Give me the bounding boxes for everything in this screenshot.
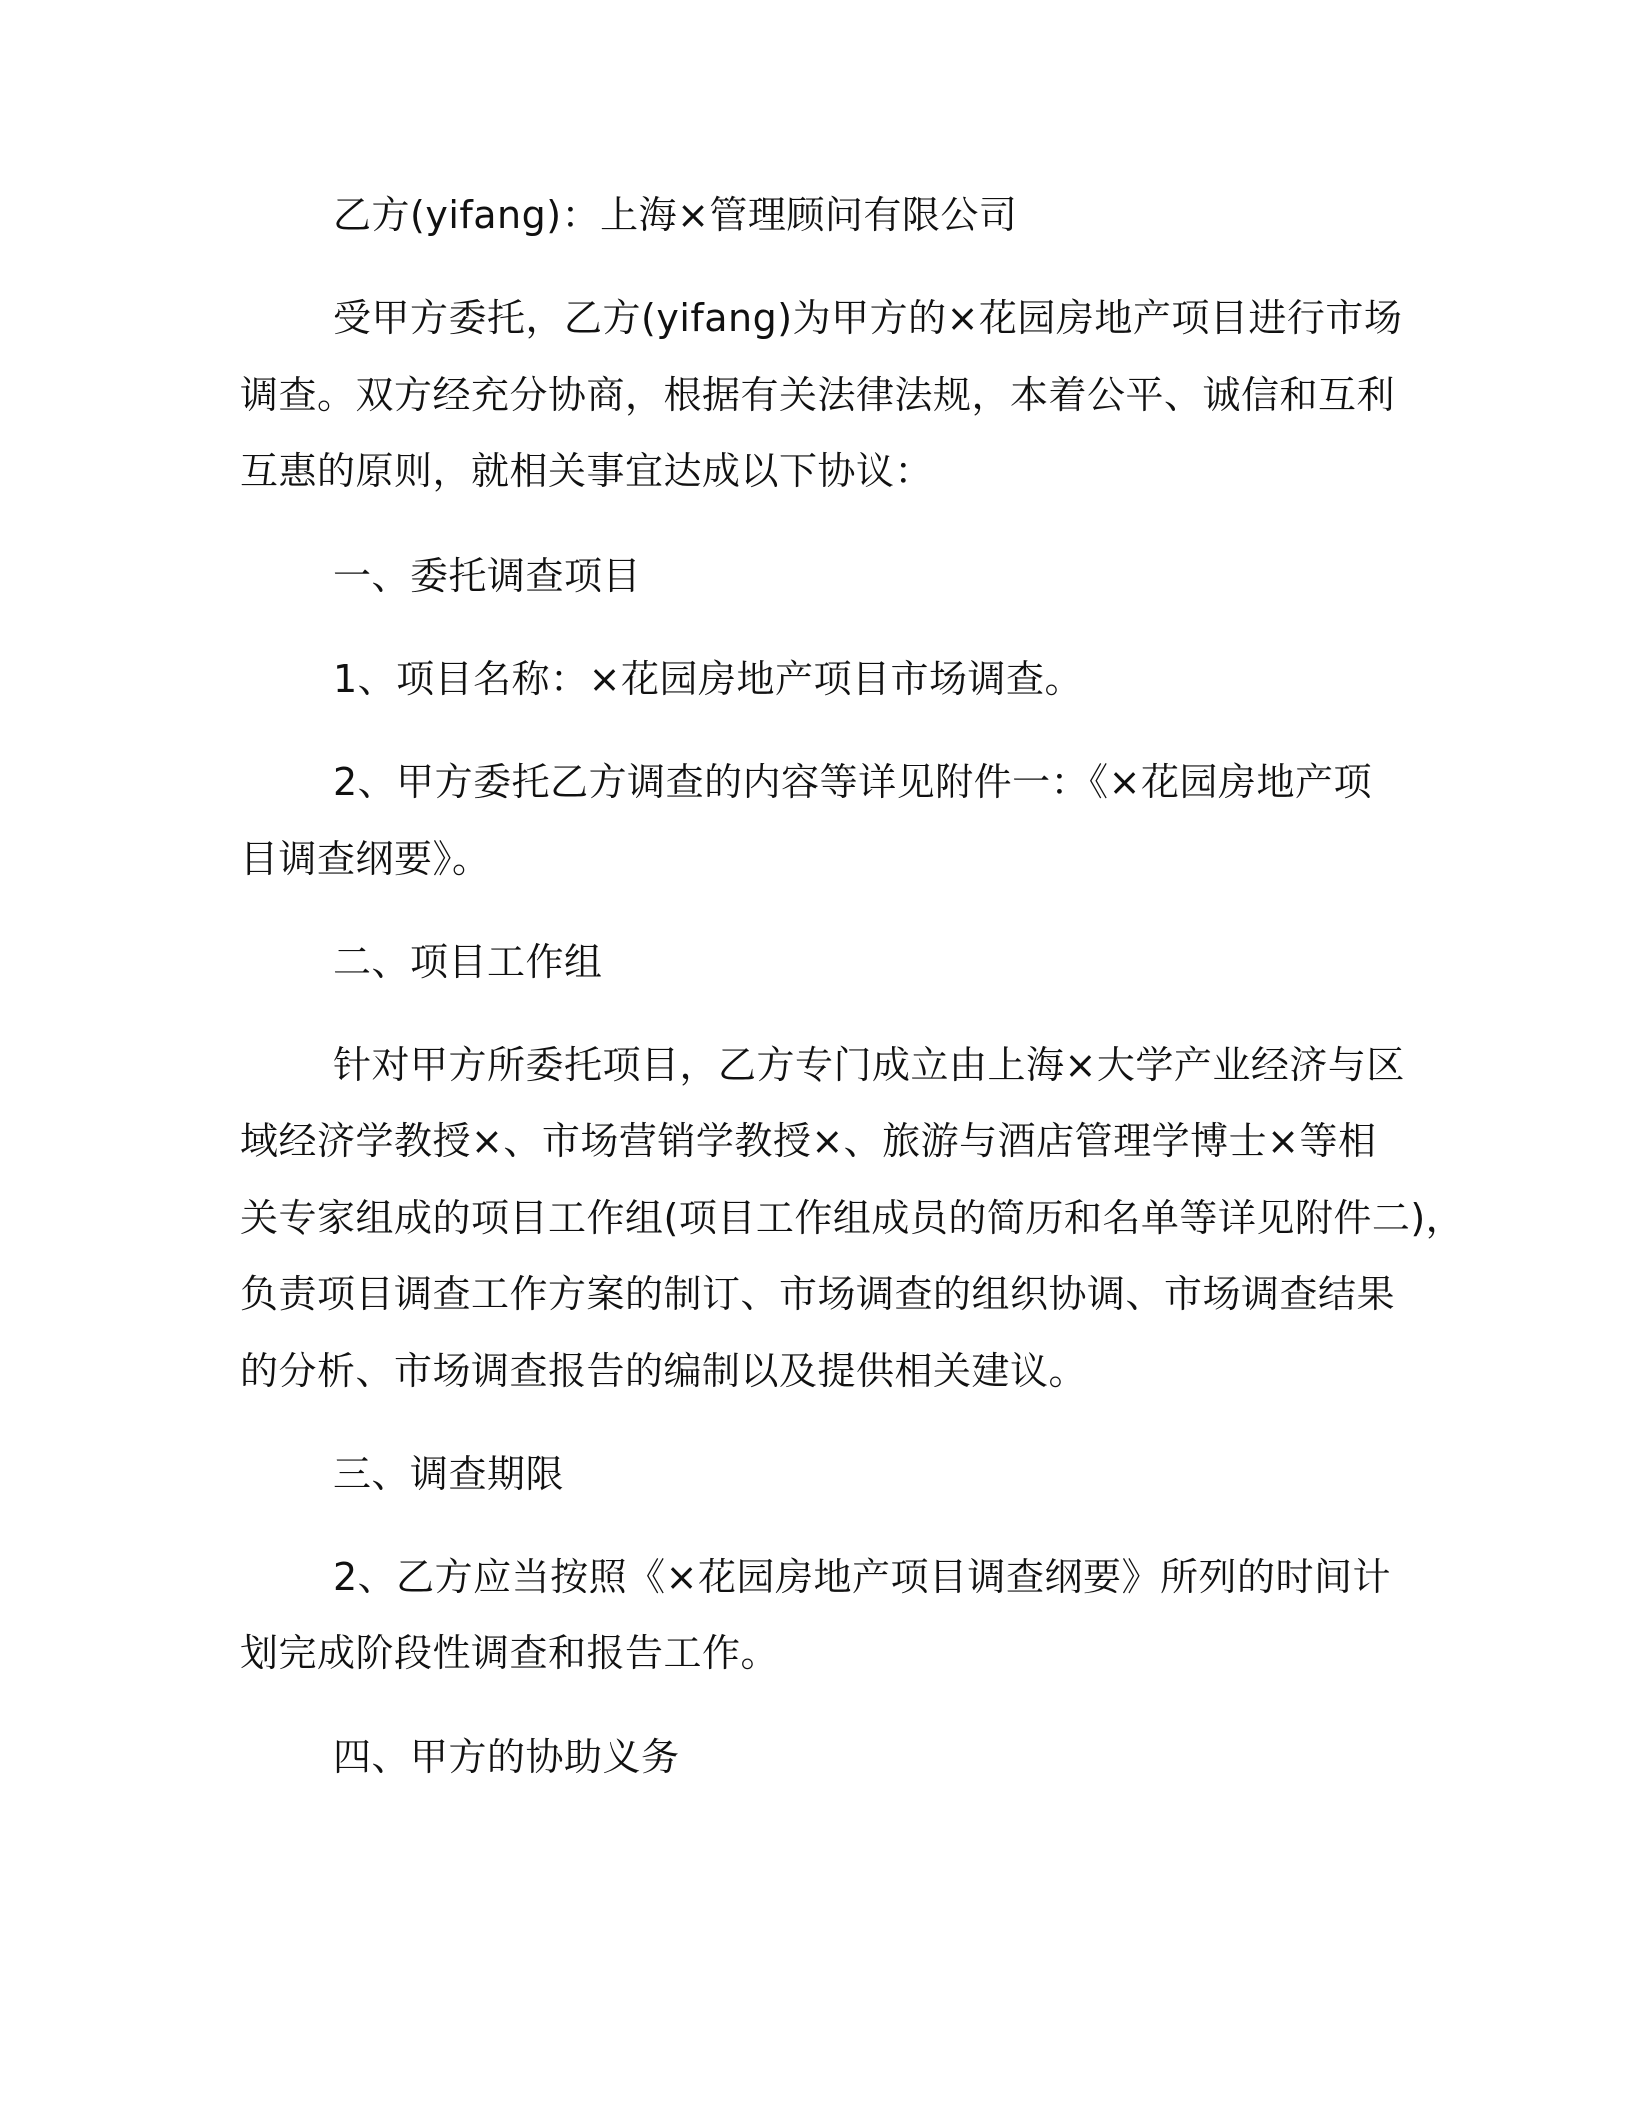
paragraph-line: 目调查纲要》。 [240,837,491,881]
paragraph-line: 域经济学教授×、市场营销学教授×、旅游与酒店管理学博士×等相 [240,1119,1377,1163]
paragraph-line: 互惠的原则，就相关事宜达成以下协议： [240,449,934,493]
section-heading-2: 二、项目工作组 [333,940,603,984]
paragraph-line: 2、甲方委托乙方调查的内容等详见附件一：《×花园房地产项 [333,760,1373,804]
paragraph-line: 调查。双方经充分协商，根据有关法律法规，本着公平、诚信和互利 [240,373,1396,417]
paragraph-line: 负责项目调查工作方案的制订、市场调查的组织协调、市场调查结果 [240,1272,1396,1316]
party-b-line: 乙方(yifang)：上海×管理顾问有限公司 [333,193,1018,237]
paragraph-line: 划完成阶段性调查和报告工作。 [240,1631,780,1675]
section-heading-3: 三、调查期限 [333,1452,565,1496]
paragraph-line: 的分析、市场调查报告的编制以及提供相关建议。 [240,1349,1088,1393]
paragraph-line: 受甲方委托，乙方(yifang)为甲方的×花园房地产项目进行市场 [333,296,1403,340]
section-heading-4: 四、甲方的协助义务 [333,1735,680,1779]
list-item: 1、项目名称：×花园房地产项目市场调查。 [333,657,1084,701]
paragraph-line: 2、乙方应当按照《×花园房地产项目调查纲要》所列的时间计 [333,1555,1392,1599]
paragraph-line: 关专家组成的项目工作组(项目工作组成员的简历和名单等详见附件二)， [240,1196,1465,1240]
paragraph-line: 针对甲方所委托项目，乙方专门成立由上海×大学产业经济与区 [333,1043,1405,1087]
section-heading-1: 一、委托调查项目 [333,554,642,598]
